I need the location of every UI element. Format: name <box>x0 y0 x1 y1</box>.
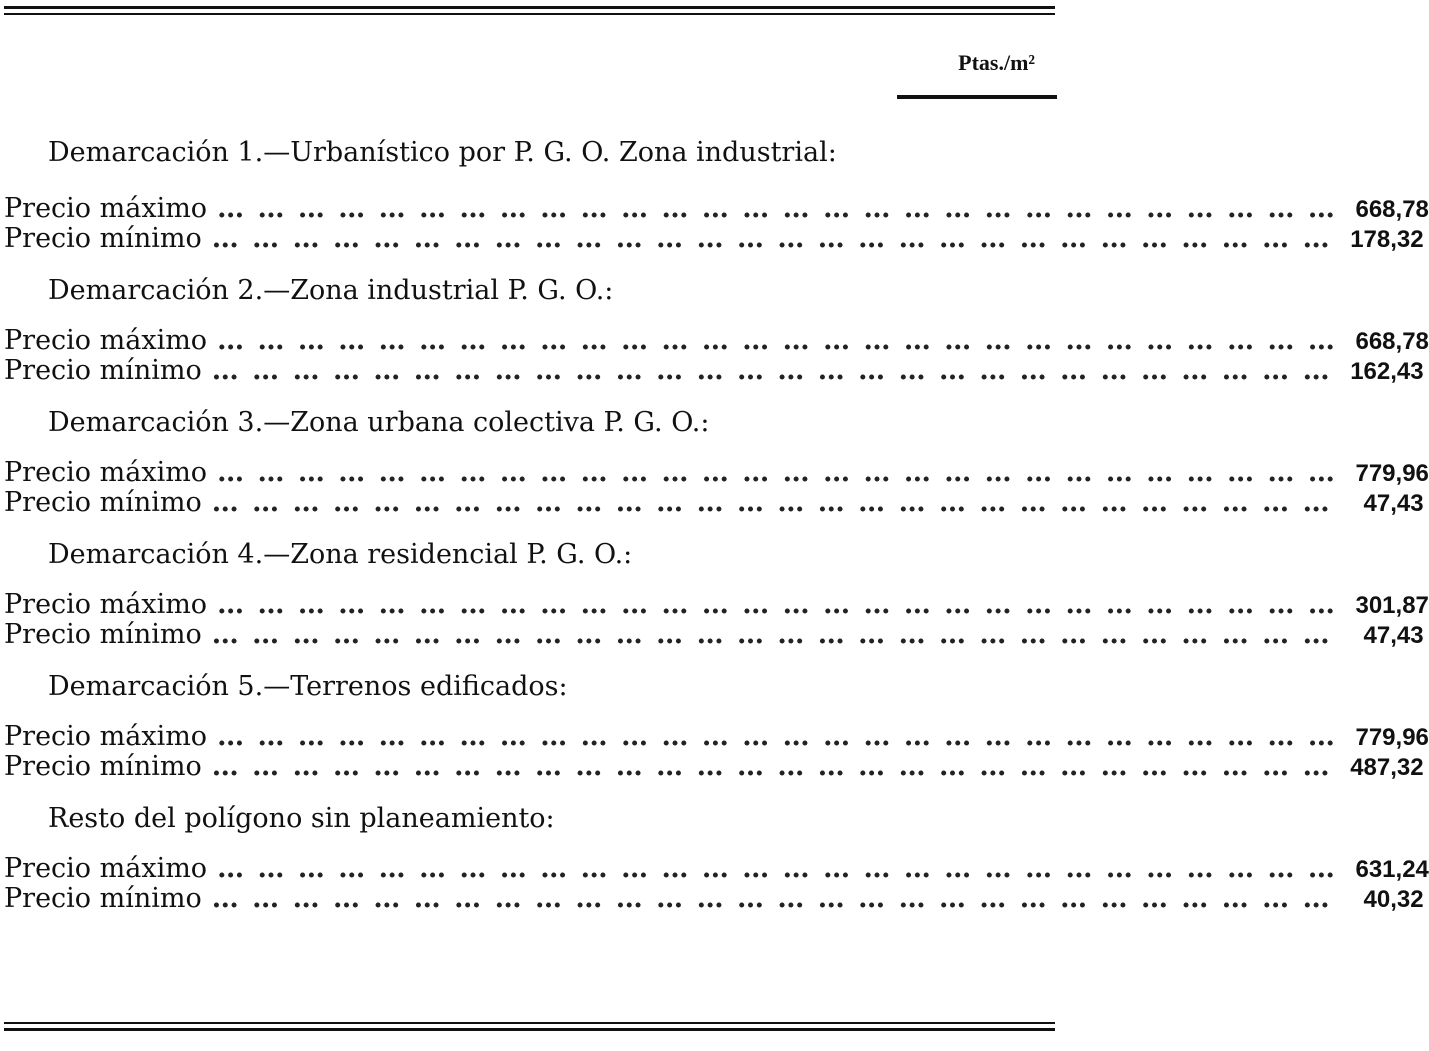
row-value: 668,78 <box>1355 328 1429 355</box>
row-label: Precio mínimo <box>4 619 202 650</box>
table-row <box>4 883 1424 914</box>
section-2 <box>4 274 1429 386</box>
table-row <box>4 721 1429 752</box>
dot-leader: … … … … … … … … … … … … … … … … … … … … … … … … … … … … <box>217 193 1337 224</box>
bottom-rule-thin <box>4 1022 1055 1024</box>
row-label: Precio mínimo <box>4 883 202 914</box>
row-label: Precio máximo <box>4 457 208 488</box>
row-value: 40,32 <box>1363 886 1424 913</box>
section-heading: Demarcación 1.—Urbanístico por P. G. O. Zona industrial: <box>48 137 837 168</box>
row-label: Precio mínimo <box>4 751 202 782</box>
section-4 <box>4 538 1429 650</box>
row-label: Precio mínimo <box>4 487 202 518</box>
row-label: Precio máximo <box>4 721 208 752</box>
row-value: 779,96 <box>1355 460 1429 487</box>
dot-leader: … … … … … … … … … … … … … … … … … … … … … … … … … … … … <box>211 355 1332 386</box>
top-rule-thick <box>4 6 1055 9</box>
dot-leader: … … … … … … … … … … … … … … … … … … … … … … … … … … … … <box>217 589 1337 620</box>
section-heading: Resto del polígono sin planeamiento: <box>48 803 555 834</box>
dot-leader: … … … … … … … … … … … … … … … … … … … … … … … … … … … … <box>217 721 1337 752</box>
row-label: Precio máximo <box>4 853 208 884</box>
section-heading: Demarcación 3.—Zona urbana colectiva P. G. O.: <box>48 407 710 438</box>
dot-leader: … … … … … … … … … … … … … … … … … … … … … … … … … … … … <box>217 325 1337 356</box>
row-label: Precio mínimo <box>4 223 202 254</box>
top-rule-thin <box>4 13 1055 15</box>
unit-label: Ptas./m² <box>958 50 1035 75</box>
dot-leader: … … … … … … … … … … … … … … … … … … … … … … … … … … … … <box>211 751 1332 782</box>
dot-leader: … … … … … … … … … … … … … … … … … … … … … … … … … … … … <box>211 223 1332 254</box>
table-row <box>4 355 1424 386</box>
dot-leader: … … … … … … … … … … … … … … … … … … … … … … … … … … … … <box>211 883 1332 914</box>
row-value: 301,87 <box>1355 592 1429 619</box>
section-heading: Demarcación 2.—Zona industrial P. G. O.: <box>48 275 614 306</box>
table-row <box>4 457 1429 488</box>
table-row <box>4 325 1429 356</box>
section-6 <box>4 802 1429 914</box>
section-1 <box>4 136 1429 254</box>
dot-leader: … … … … … … … … … … … … … … … … … … … … … … … … … … … … <box>211 619 1332 650</box>
row-value: 779,96 <box>1355 724 1429 751</box>
row-value: 47,43 <box>1363 490 1424 517</box>
row-value: 47,43 <box>1363 622 1424 649</box>
table-row <box>4 751 1424 782</box>
section-5 <box>4 670 1429 782</box>
row-label: Precio máximo <box>4 589 208 620</box>
row-value: 668,78 <box>1355 196 1429 223</box>
unit-underline <box>897 95 1057 99</box>
section-heading: Demarcación 5.—Terrenos edificados: <box>48 671 568 702</box>
row-label: Precio máximo <box>4 325 208 356</box>
dot-leader: … … … … … … … … … … … … … … … … … … … … … … … … … … … … <box>217 853 1337 884</box>
row-value: 487,32 <box>1350 754 1424 781</box>
table-row <box>4 223 1424 254</box>
section-heading: Demarcación 4.—Zona residencial P. G. O.: <box>48 539 633 570</box>
table-row <box>4 193 1429 224</box>
row-value: 178,32 <box>1350 226 1424 253</box>
table-row <box>4 487 1424 518</box>
row-label: Precio mínimo <box>4 355 202 386</box>
table-row <box>4 853 1429 884</box>
section-3 <box>4 406 1429 518</box>
dot-leader: … … … … … … … … … … … … … … … … … … … … … … … … … … … … <box>217 457 1337 488</box>
row-value: 162,43 <box>1350 358 1424 385</box>
price-table <box>4 136 1429 934</box>
table-row <box>4 589 1429 620</box>
dot-leader: … … … … … … … … … … … … … … … … … … … … … … … … … … … … <box>211 487 1332 518</box>
bottom-rule-thick <box>4 1028 1055 1031</box>
table-row <box>4 619 1424 650</box>
row-value: 631,24 <box>1355 856 1429 883</box>
row-label: Precio máximo <box>4 193 208 224</box>
